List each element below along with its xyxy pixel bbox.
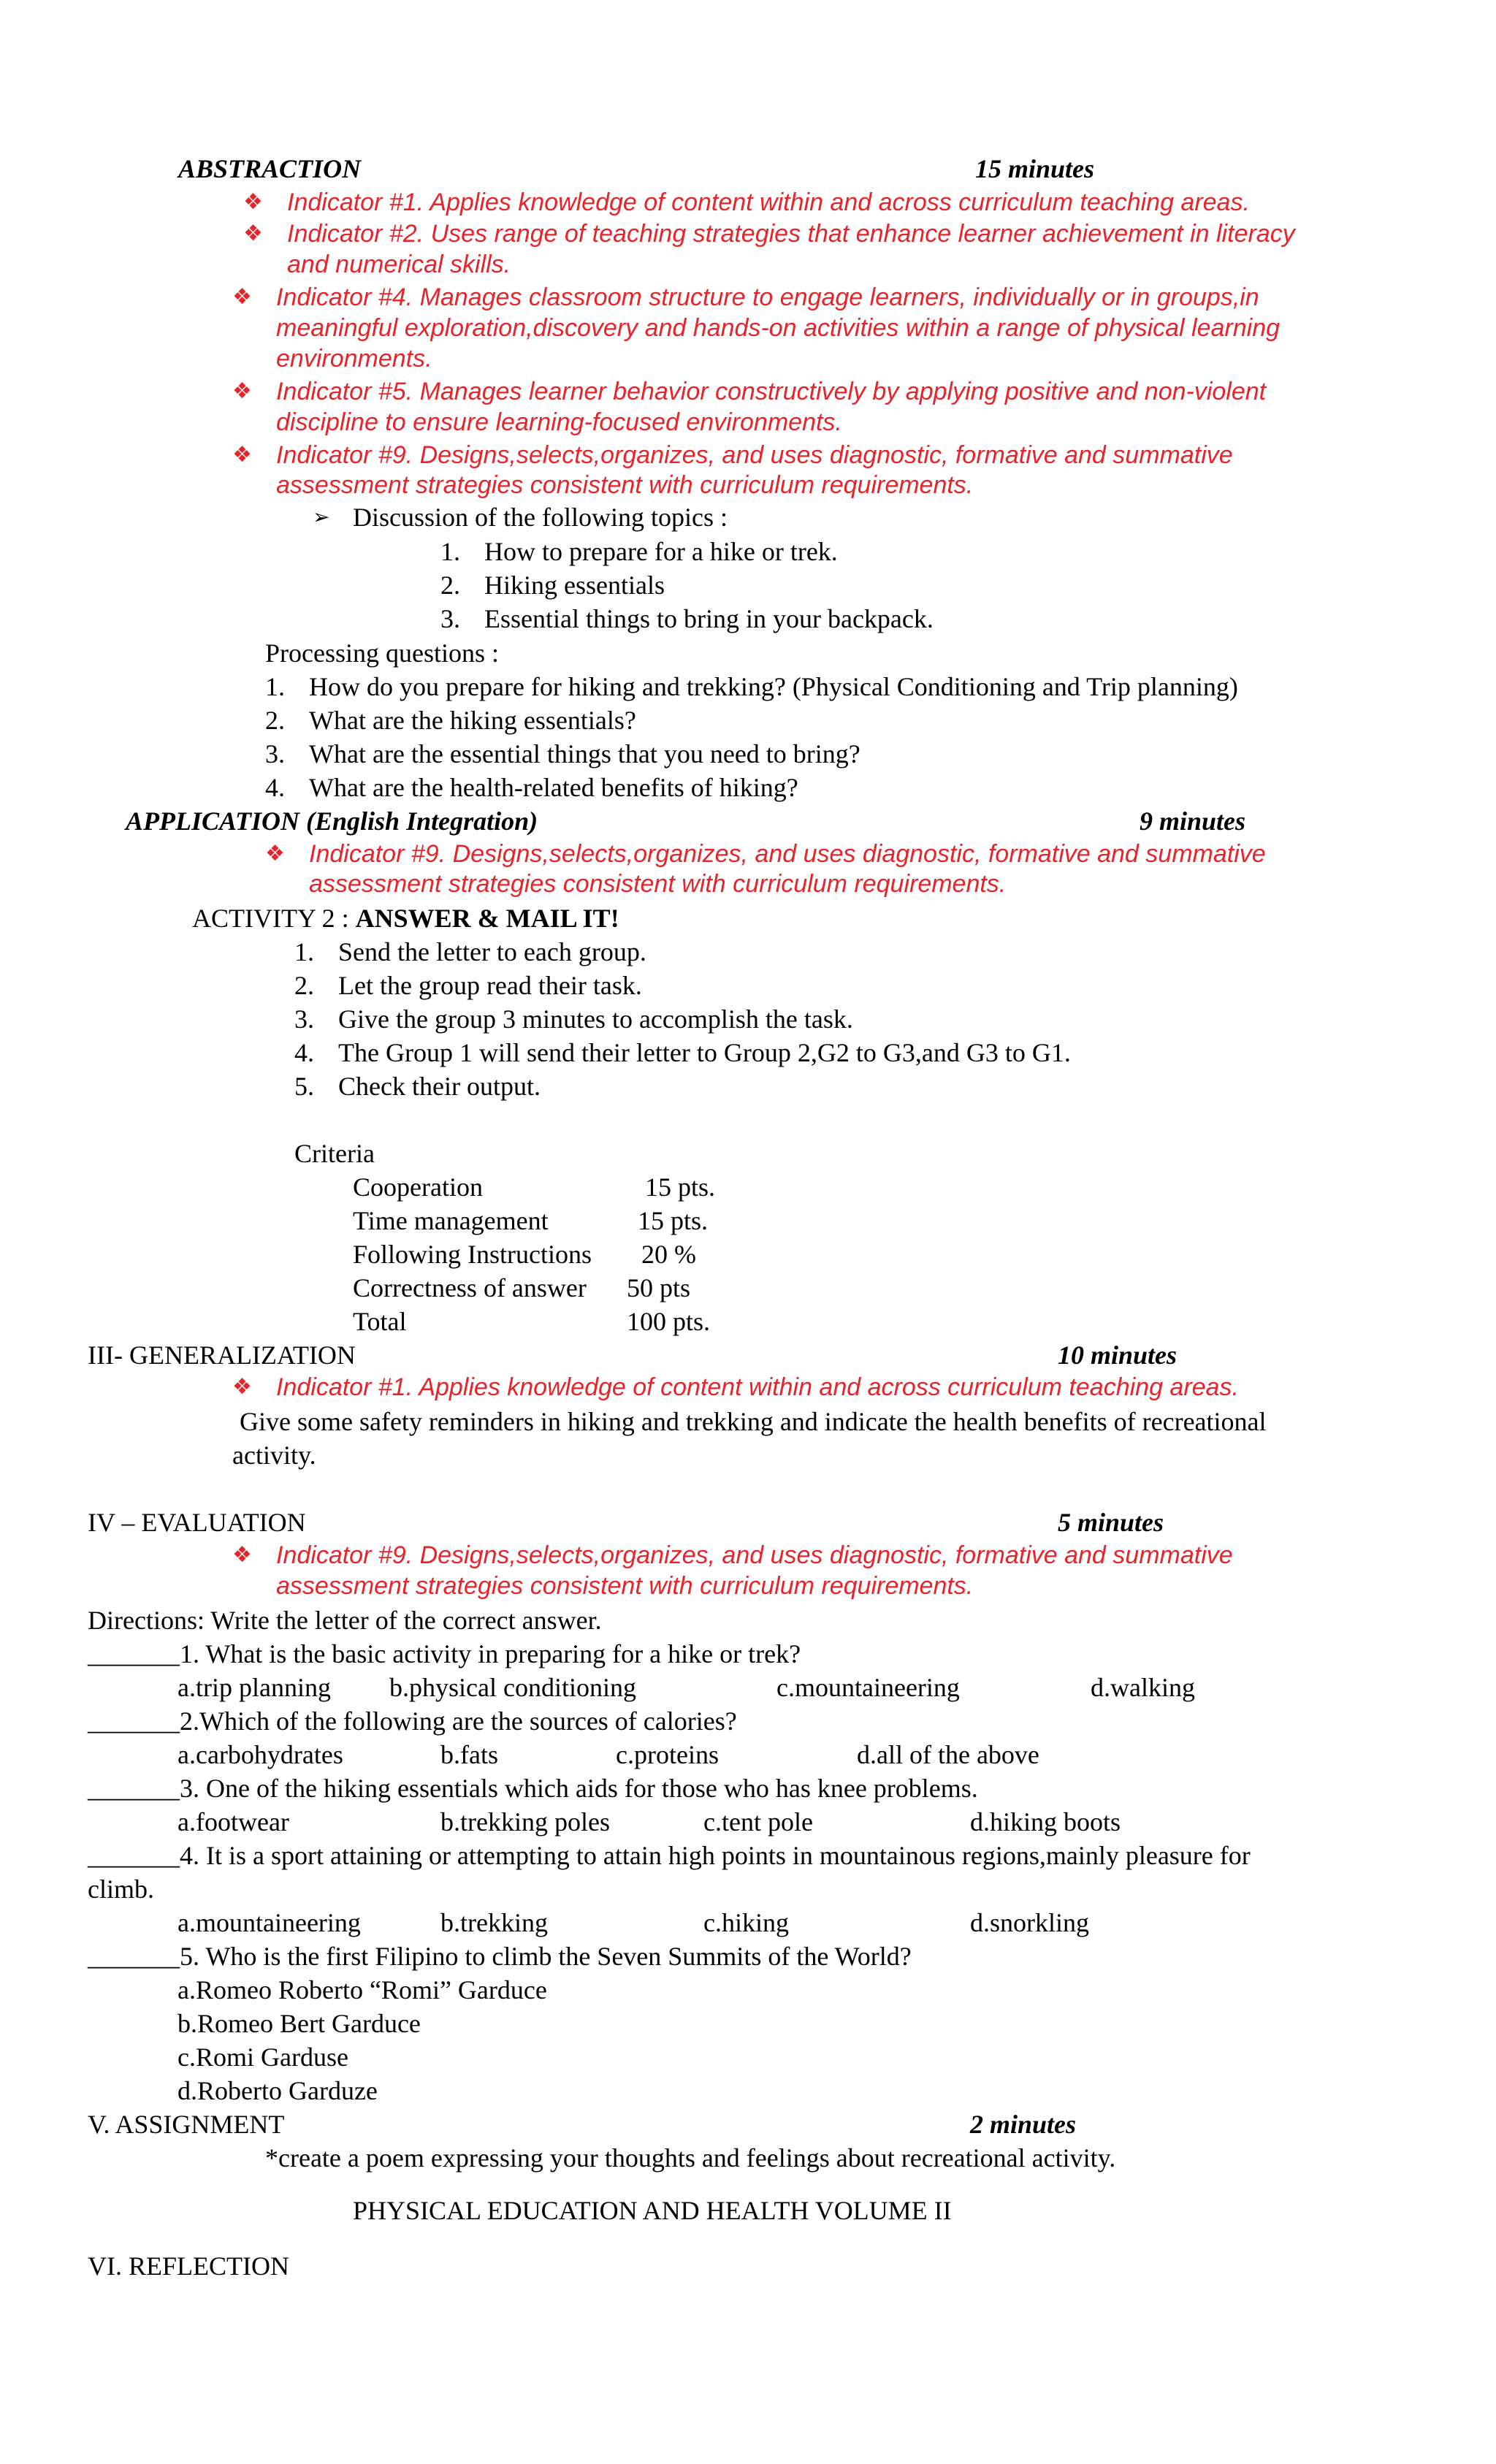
bullet-diamond-icon: ❖ (243, 221, 263, 246)
indicator-text: Indicator #4. Manages classroom structure to engage learners, individually or in groups,in (276, 283, 1259, 311)
criteria-points: 50 pts (627, 1273, 691, 1302)
quiz-question: climb. (88, 1874, 154, 1904)
activity-step: Give the group 3 minutes to accomplish the task. (338, 1004, 853, 1034)
processing-label: Processing questions : (265, 638, 499, 668)
quiz-option: a.footwear (178, 1807, 289, 1836)
quiz-option: c.Romi Garduse (178, 2042, 348, 2072)
generalization-time: 10 minutes (1058, 1340, 1178, 1370)
arrow-bullet-icon: ➢ (313, 505, 330, 529)
indicator-text: discipline to ensure learning-focused environments. (276, 408, 842, 436)
list-number: 1. (265, 672, 285, 701)
activity-step: Let the group read their task. (338, 971, 642, 1000)
list-number: 3. (265, 739, 285, 768)
quiz-option: d.walking (1091, 1673, 1195, 1702)
topic-item: Hiking essentials (484, 571, 665, 600)
activity-title (192, 902, 619, 934)
indicator-text: Indicator #9. Designs,selects,organizes, and uses diagnostic, formative and summative (276, 1541, 1233, 1569)
criteria-points: 20 % (641, 1240, 696, 1269)
bullet-diamond-icon: ❖ (243, 189, 263, 215)
abstraction-heading: ABSTRACTION (178, 154, 362, 183)
bullet-diamond-icon: ❖ (232, 442, 252, 468)
list-number: 2. (294, 971, 314, 1000)
generalization-heading: III- GENERALIZATION (88, 1340, 356, 1370)
bullet-diamond-icon: ❖ (265, 841, 285, 866)
indicator-text: Indicator #1. Applies knowledge of content within and across curriculum teaching areas. (287, 188, 1250, 216)
activity-step: Send the letter to each group. (338, 937, 646, 966)
topic-item: How to prepare for a hike or trek. (484, 537, 838, 566)
quiz-option: d.snorkling (970, 1908, 1090, 1937)
quiz-option: a.trip planning (178, 1673, 331, 1702)
quiz-option: c.hiking (703, 1908, 789, 1937)
quiz-option: a.Romeo Roberto “Romi” Garduce (178, 1975, 547, 2005)
list-number: 5. (294, 1072, 314, 1101)
list-number: 1. (294, 937, 314, 966)
quiz-option: d.hiking boots (970, 1807, 1121, 1836)
criteria-points: 15 pts. (638, 1206, 709, 1235)
criteria-name: Cooperation (353, 1172, 483, 1202)
list-number: 4. (265, 773, 285, 802)
evaluation-time: 5 minutes (1058, 1508, 1164, 1537)
criteria-name: Time management (353, 1206, 549, 1235)
quiz-option: d.all of the above (857, 1740, 1039, 1769)
footer-title: PHYSICAL EDUCATION AND HEALTH VOLUME II (353, 2196, 952, 2225)
assignment-text: *create a poem expressing your thoughts and feelings about recreational activity. (265, 2143, 1116, 2173)
quiz-option: a.carbohydrates (178, 1740, 343, 1769)
criteria-name: Total (353, 1307, 407, 1336)
quiz-option: b.physical conditioning (389, 1673, 636, 1702)
quiz-option: b.fats (440, 1740, 498, 1769)
application-time: 9 minutes (1140, 806, 1246, 836)
bullet-diamond-icon: ❖ (232, 284, 252, 310)
activity-step: Check their output. (338, 1072, 541, 1101)
bullet-diamond-icon: ❖ (232, 378, 252, 404)
topic-item: Essential things to bring in your backpack. (484, 604, 934, 633)
list-number: 3. (294, 1004, 314, 1034)
reflection-heading: VI. REFLECTION (88, 2251, 289, 2281)
generalization-text: activity. (232, 1441, 316, 1470)
list-number: 1. (440, 537, 460, 566)
question-item: What are the health-related benefits of hiking? (309, 773, 798, 802)
activity-prefix: ACTIVITY 2 : (192, 904, 356, 933)
quiz-option: c.mountaineering (776, 1673, 960, 1702)
indicator-text: Indicator #9. Designs,selects,organizes, and uses diagnostic, formative and summative (276, 441, 1233, 469)
indicator-text: Indicator #5. Manages learner behavior constructively by applying positive and non-violent (276, 378, 1267, 405)
criteria-name: Correctness of answer (353, 1273, 587, 1302)
assignment-heading: V. ASSIGNMENT (88, 2110, 285, 2139)
indicator-text: Indicator #9. Designs,selects,organizes, and uses diagnostic, formative and summative (309, 840, 1266, 868)
quiz-question: _______3. One of the hiking essentials which aids for those who has knee problems. (88, 1774, 978, 1803)
indicator-text: environments. (276, 345, 432, 373)
evaluation-heading: IV – EVALUATION (88, 1508, 306, 1537)
quiz-option: b.trekking poles (440, 1807, 610, 1836)
quiz-question: _______1. What is the basic activity in preparing for a hike or trek? (88, 1639, 801, 1668)
bullet-diamond-icon: ❖ (232, 1374, 252, 1400)
criteria-points: 100 pts. (627, 1307, 711, 1336)
quiz-option: b.trekking (440, 1908, 548, 1937)
question-item: How do you prepare for hiking and trekking? (Physical Conditioning and Trip planning) (309, 672, 1238, 701)
indicator-text: assessment strategies consistent with curriculum requirements. (276, 1572, 974, 1600)
activity-name: ANSWER & MAIL IT! (355, 904, 619, 933)
criteria-label: Criteria (294, 1139, 375, 1168)
quiz-question: _______4. It is a sport attaining or attempting to attain high points in mountainous regions,mainly pleasure for (88, 1841, 1251, 1870)
indicator-text: meaningful exploration,discovery and hands-on activities within a range of physical learning (276, 314, 1281, 342)
indicator-text: assessment strategies consistent with curriculum requirements. (309, 870, 1007, 898)
quiz-question: _______5. Who is the first Filipino to climb the Seven Summits of the World? (88, 1942, 912, 1971)
generalization-text: Give some safety reminders in hiking and trekking and indicate the health benefits of recreational (240, 1407, 1267, 1436)
quiz-option: d.Roberto Garduze (178, 2076, 378, 2105)
application-heading: APPLICATION (English Integration) (126, 806, 538, 836)
list-number: 3. (440, 604, 460, 633)
quiz-option: c.proteins (616, 1740, 719, 1769)
activity-step: The Group 1 will send their letter to Group 2,G2 to G3,and G3 to G1. (338, 1038, 1071, 1067)
question-item: What are the essential things that you need to bring? (309, 739, 860, 768)
directions-text: Directions: Write the letter of the correct answer. (88, 1606, 602, 1635)
indicator-text: Indicator #2. Uses range of teaching strategies that enhance learner achievement in literacy (287, 220, 1295, 248)
criteria-points: 15 pts. (645, 1172, 716, 1202)
quiz-option: c.tent pole (703, 1807, 813, 1836)
list-number: 4. (294, 1038, 314, 1067)
abstraction-time: 15 minutes (975, 154, 1095, 183)
assignment-time: 2 minutes (970, 2110, 1077, 2139)
quiz-question: _______2.Which of the following are the sources of calories? (88, 1706, 737, 1736)
criteria-name: Following Instructions (353, 1240, 592, 1269)
discussion-text: Discussion of the following topics : (353, 503, 728, 532)
bullet-diamond-icon: ❖ (232, 1542, 252, 1568)
list-number: 2. (265, 706, 285, 735)
quiz-option: b.Romeo Bert Garduce (178, 2009, 421, 2038)
indicator-text: assessment strategies consistent with curriculum requirements. (276, 471, 974, 499)
indicator-text: Indicator #1. Applies knowledge of content within and across curriculum teaching areas. (276, 1373, 1239, 1401)
quiz-option: a.mountaineering (178, 1908, 361, 1937)
indicator-text: and numerical skills. (287, 251, 511, 278)
question-item: What are the hiking essentials? (309, 706, 636, 735)
list-number: 2. (440, 571, 460, 600)
